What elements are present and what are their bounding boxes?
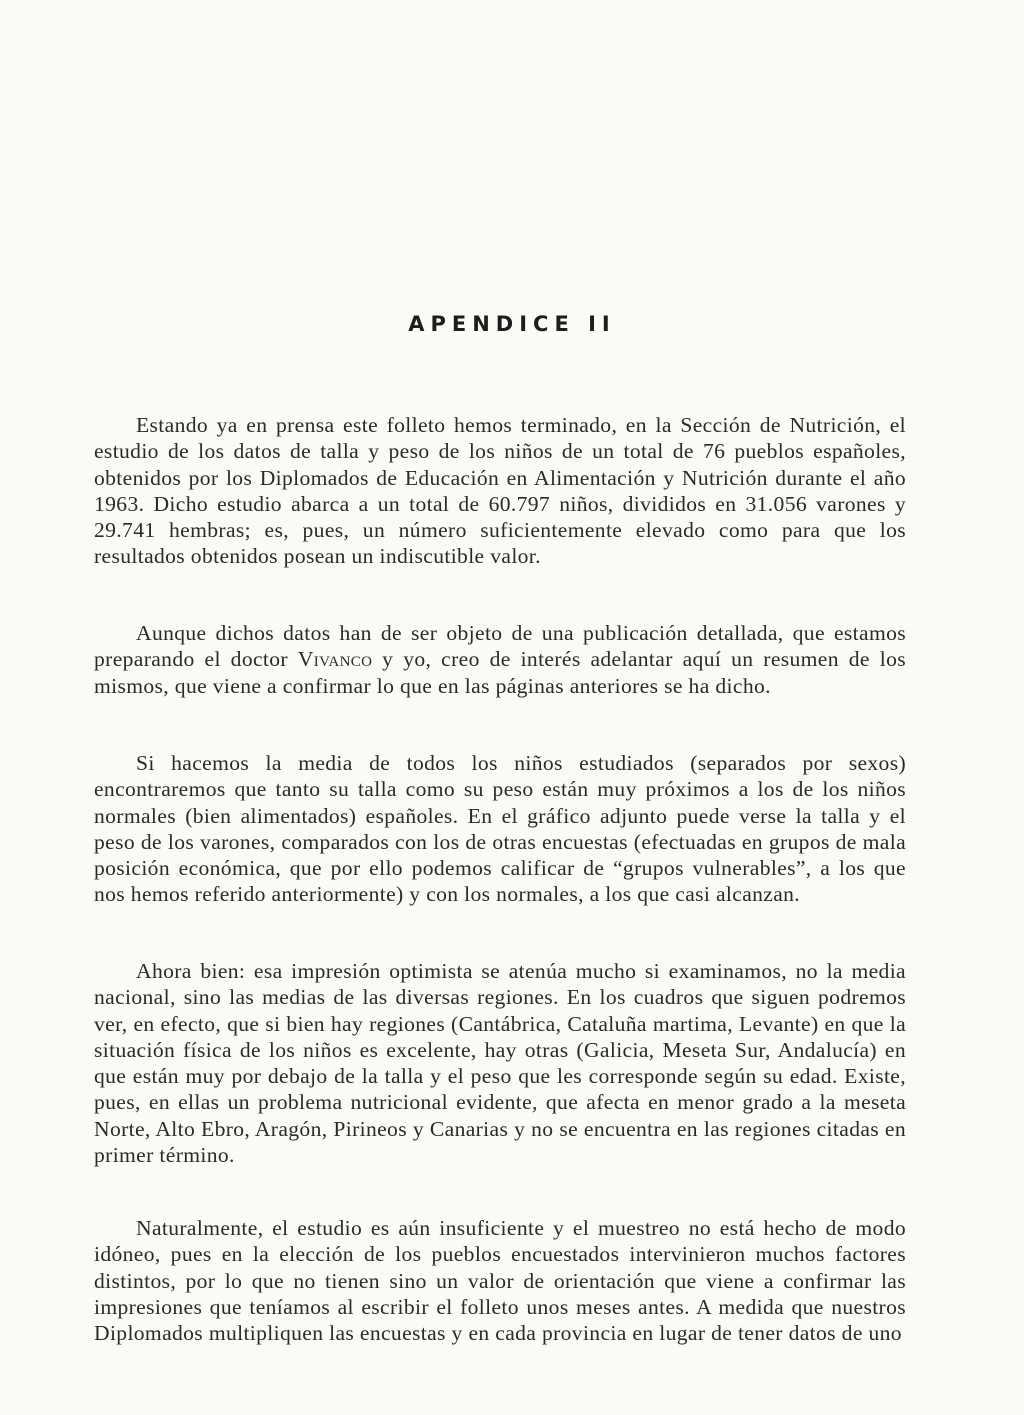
paragraph-1 — [94, 412, 906, 570]
paragraph-5-text: Naturalmente, el estudio es aún insuficiente y el muestreo no está hecho de modo idóneo, pues en la elección de los pueblos encuestados intervinieron muchos factores distintos, por lo que no tienen sino un valor de orientación que viene a confirmar las impresiones que teníamos al escribir el folleto unos meses antes. A medida que nuestros Diplomados multipliquen las encuestas y en cada provincia en lugar de tener datos de uno — [94, 1216, 906, 1346]
author-name-vivanco: Vivanco — [297, 647, 373, 672]
paragraph-2 — [94, 620, 906, 699]
paragraph-3-text: Si hacemos la media de todos los niños estudiados (separados por sexos) encontraremos que tanto su talla como su peso están muy próximos a los de los niños normales (bien alimentados) españoles. En el gráfico adjunto puede verse la talla y el peso de los varones, comparados con los de otras encuestas (efectuadas en grupos de mala posición económica, que por ello podemos calificar de “grupos vulnerables”, a los que nos hemos referido anteriormente) y con los normales, a los que casi alcanzan. — [94, 751, 906, 907]
paragraph-4 — [94, 958, 906, 1168]
appendix-heading: APENDICE II — [408, 312, 616, 336]
paragraph-4-text: Ahora bien: esa impresión optimista se atenúa mucho si examinamos, no la media nacional, sino las medias de las diversas regiones. En los cuadros que siguen podremos ver, en efecto, que si bien hay regiones (Cantábrica, Cataluña martima, Levante) en que la situación física de los niños es excelente, hay otras (Galicia, Meseta Sur, Andalucía) en que están muy por debajo de la talla y el peso que les corresponde según su edad. Existe, pues, en ellas un problema nutricional evidente, que afecta en menor grado a la meseta Norte, Alto Ebro, Aragón, Pirineos y Canarias y no se encuentra en las regiones citadas en primer término. — [94, 959, 906, 1168]
paragraph-3 — [94, 750, 906, 908]
paragraph-2-text — [94, 620, 906, 699]
paragraph-5 — [94, 1215, 906, 1346]
paragraph-2-text-after: y yo, creo de interés adelantar aquí un resumen de los mismos, que viene a confirmar lo que en las páginas anteriores se ha dicho. — [94, 647, 906, 698]
paragraph-1-text: Estando ya en prensa este folleto hemos terminado, en la Sección de Nutrición, el estudio de los datos de talla y peso de los niños de un total de 76 pueblos españoles, obtenidos por los Diplomados de Educación en Alimentación y Nutrición durante el año 1963. Dicho estudio abarca a un total de 60.797 niños, divididos en 31.056 varones y 29.741 hembras; es, pues, un número suficientemente elevado como para que los resultados obtenidos posean un indiscutible valor. — [94, 413, 906, 569]
paragraph-2-text-before: Aunque dichos datos han de ser objeto de una publicación detallada, que estamos preparando el doctor — [94, 621, 906, 672]
